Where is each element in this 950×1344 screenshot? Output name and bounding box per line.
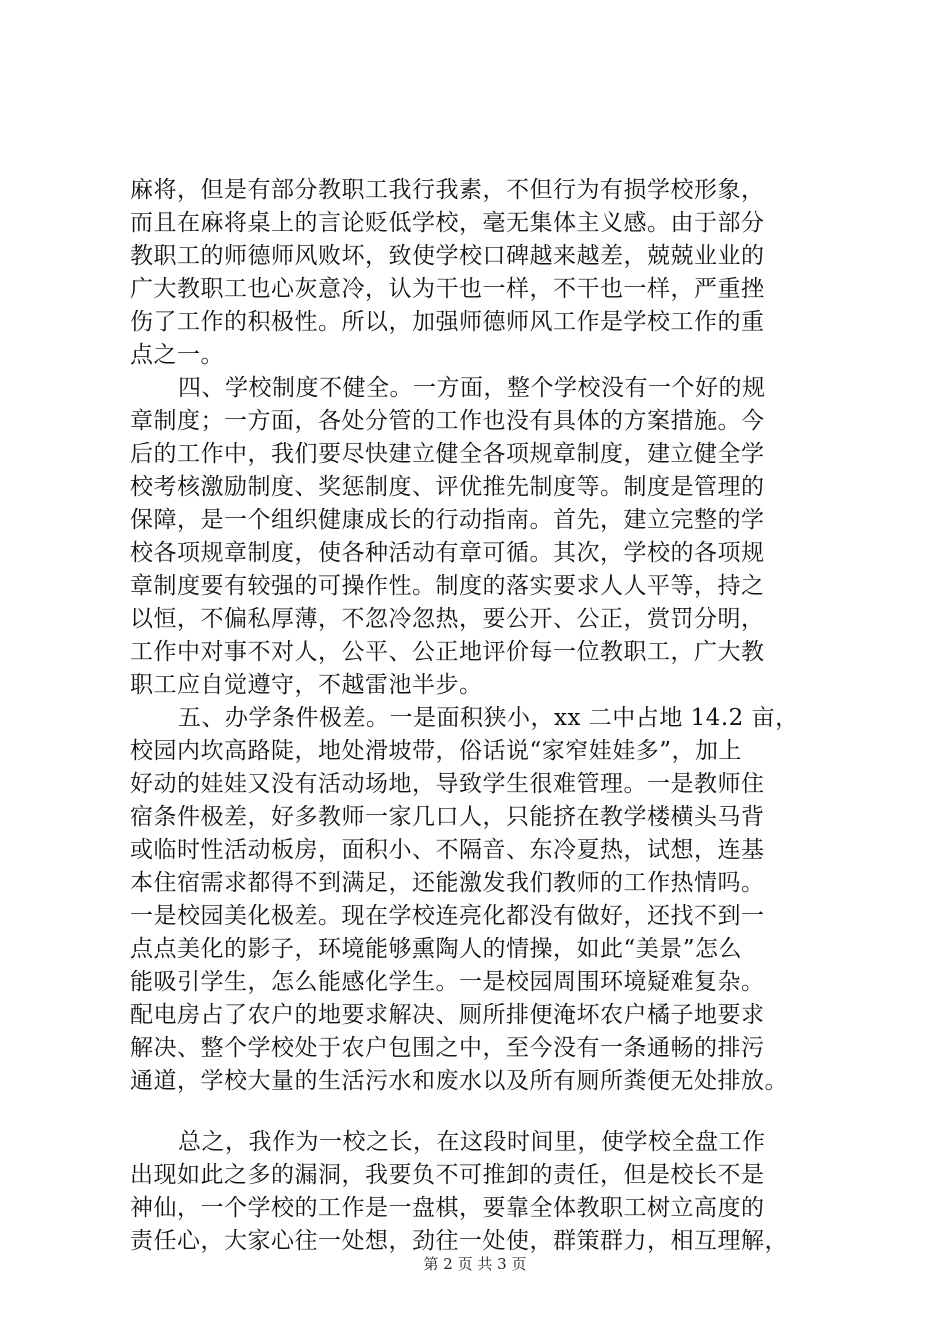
text-line: 教职工的师德师风败坏，致使学校口碑越来越差，兢兢业业的 — [130, 243, 765, 269]
text-line: 责任心，大家心往一处想，劲往一处使，群策群力，相互理解， — [130, 1228, 788, 1254]
text-line: 广大教职工也心灰意冷，认为干也一样，不干也一样，严重挫 — [130, 276, 765, 302]
paragraph — [130, 372, 842, 702]
text-line: 或临时性活动板房，面积小、不隔音、东冷夏热，试想，连基 — [130, 837, 765, 863]
text-line: 配电房占了农户的地要求解决、厕所排便淹坏农户橘子地要求 — [130, 1002, 765, 1028]
text-line: 校园内坎高路陡，地处滑坡带，俗话说“家窄娃娃多”，加上 — [130, 738, 743, 764]
text-line: 工作中对事不对人，公平、公正地评价每一位教职工，广大教 — [130, 639, 765, 665]
text-line: 点之一。 — [130, 342, 224, 368]
paragraph — [130, 174, 842, 372]
text-line: 麻将，但是有部分教职工我行我素，不但行为有损学校形象， — [130, 177, 765, 203]
text-line: 出现如此之多的漏洞，我要负不可推卸的责任，但是校长不是 — [130, 1162, 765, 1188]
page-footer: 第 2 页 共 3 页 — [423, 1255, 527, 1273]
text-line: 以恒，不偏私厚薄，不忽冷忽热，要公开、公正，赏罚分明， — [130, 606, 765, 632]
text-line: 点点美化的影子，环境能够熏陶人的情操，如此“美景”怎么 — [130, 936, 743, 962]
text-line: 能吸引学生，怎么能感化学生。一是校园周围环境疑难复杂。 — [130, 969, 765, 995]
text-line: 好动的娃娃又没有活动场地，导致学生很难管理。一是教师住 — [130, 771, 765, 797]
text-line: 校各项规章制度，使各种活动有章可循。其次，学校的各项规 — [130, 540, 765, 566]
paragraph — [130, 702, 842, 1098]
text-line: 章制度要有较强的可操作性。制度的落实要求人人平等，持之 — [130, 573, 765, 599]
text-line: 总之，我作为一校之长，在这段时间里，使学校全盘工作 — [178, 1129, 766, 1155]
paragraph-spacer — [130, 1098, 842, 1126]
text-line: 校考核激励制度、奖惩制度、评优推先制度等。制度是管理的 — [130, 474, 765, 500]
text-line: 后的工作中，我们要尽快建立健全各项规章制度，建立健全学 — [130, 441, 765, 467]
document-body — [130, 174, 842, 1258]
text-line: 解决、整个学校处于农户包围之中，至今没有一条通畅的排污 — [130, 1035, 765, 1061]
text-line: 通道，学校大量的生活污水和废水以及所有厕所粪便无处排放。 — [130, 1068, 788, 1094]
text-line: 章制度；一方面，各处分管的工作也没有具体的方案措施。今 — [130, 408, 765, 434]
text-line: 而且在麻将桌上的言论贬低学校，毫无集体主义感。由于部分 — [130, 210, 765, 236]
text-line: 保障，是一个组织健康成长的行动指南。首先，建立完整的学 — [130, 507, 765, 533]
text-line: 五、办学条件极差。一是面积狭小，xx 二中占地 14.2 亩， — [178, 705, 799, 731]
text-line: 神仙，一个学校的工作是一盘棋，要靠全体教职工树立高度的 — [130, 1195, 765, 1221]
text-line: 宿条件极差，好多教师一家几口人，只能挤在教学楼横头马背 — [130, 804, 765, 830]
text-line: 伤了工作的积极性。所以，加强师德师风工作是学校工作的重 — [130, 309, 765, 335]
text-line: 本住宿需求都得不到满足，还能激发我们教师的工作热情吗。 — [130, 870, 765, 896]
text-line: 职工应自觉遵守，不越雷池半步。 — [130, 672, 483, 698]
text-line: 四、学校制度不健全。一方面，整个学校没有一个好的规 — [178, 375, 766, 401]
text-line: 一是校园美化极差。现在学校连亮化都没有做好，还找不到一 — [130, 903, 765, 929]
paragraph — [130, 1126, 842, 1258]
